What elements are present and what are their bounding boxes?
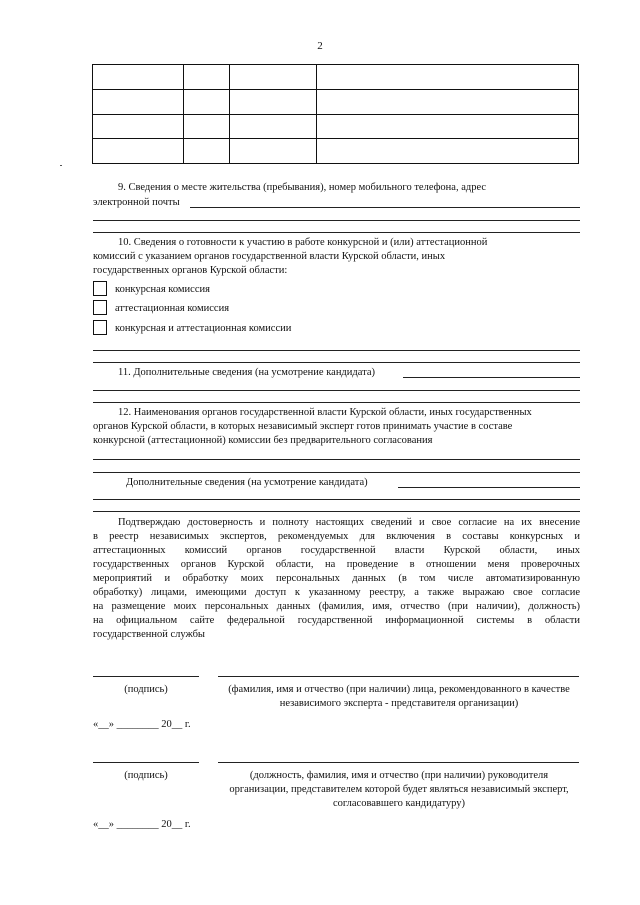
section-12-line-2: органов Курской области, в которых независимый эксперт готов принимать участие в составе <box>93 421 513 432</box>
table-cell[interactable] <box>93 65 184 90</box>
section-10-line-1: 10. Сведения о готовности к участию в работе конкурсной и (или) аттестационной <box>118 237 488 248</box>
name-line[interactable] <box>218 676 579 677</box>
table-cell[interactable] <box>93 89 184 114</box>
position-caption-line-2: организации, представителем которой будет являться независимый эксперт, <box>229 784 569 795</box>
consent-line: на официальном сайте федеральной государственной информационной системы в области <box>93 615 580 626</box>
table-cell[interactable] <box>317 89 579 114</box>
field-residence-line-2[interactable] <box>93 220 580 221</box>
option-label: конкурсная комиссия <box>115 284 210 295</box>
section-9-line-2: электронной почты <box>93 197 180 208</box>
table-cell[interactable] <box>93 114 184 139</box>
option-label: конкурсная и аттестационная комиссии <box>115 323 292 334</box>
table-cell[interactable] <box>317 139 579 164</box>
margin-mark <box>60 165 62 166</box>
position-caption-line-1: (должность, фамилия, имя и отчество (при наличии) руководителя <box>249 770 549 781</box>
consent-line: в реестр независимых экспертов, рекомендуемых для включения в составы конкурсных и <box>93 531 580 542</box>
name-caption-line-1: (фамилия, имя и отчество (при наличии) лица, рекомендованного в качестве <box>228 684 570 695</box>
consent-line: мероприятий и обработку моих персональных данных (в том числе автоматизированную <box>93 573 580 584</box>
table-row <box>93 65 579 90</box>
table-cell[interactable] <box>230 89 317 114</box>
signature-caption: (подпись) <box>124 684 168 695</box>
data-table <box>92 64 579 164</box>
page-number: 2 <box>317 40 323 52</box>
consent-line: обработку) лицами, имеющими доступ к указанному реестру, а также выражаю свое согласие <box>93 587 580 598</box>
section-10-line-3: государственных органов Курской области: <box>93 265 288 276</box>
table-cell[interactable] <box>184 89 230 114</box>
section-12-line-1: 12. Наименования органов государственной власти Курской области, иных государственных <box>118 407 532 418</box>
field-additional-info[interactable] <box>403 377 580 378</box>
consent-line: государственной службы <box>93 629 205 640</box>
field-line[interactable] <box>93 511 580 512</box>
position-caption-line-3: согласовавшего кандидатуру) <box>332 798 466 809</box>
consent-line: на размещение моих персональных данных (фамилия, имя, отчество (при наличии), должность) <box>93 601 580 612</box>
table-cell[interactable] <box>93 139 184 164</box>
checkbox-competition-commission[interactable] <box>93 281 107 296</box>
table-cell[interactable] <box>184 139 230 164</box>
field-line[interactable] <box>93 362 580 363</box>
table-row <box>93 114 579 139</box>
section-10-line-2: комиссий с указанием органов государственной власти Курской области, иных <box>93 251 446 262</box>
section-12-line-3: конкурсной (аттестационной) комиссии без предварительного согласования <box>93 435 433 446</box>
date-field[interactable]: «__» ________ 20__ г. <box>93 819 191 830</box>
section-11-label: 11. Дополнительные сведения (на усмотрение кандидата) <box>118 367 375 378</box>
field-residence-line-3[interactable] <box>93 232 580 233</box>
section-9-line-1: 9. Сведения о месте жительства (пребывания), номер мобильного телефона, адрес <box>118 182 487 193</box>
table-row <box>93 139 579 164</box>
date-field[interactable]: «__» ________ 20__ г. <box>93 719 191 730</box>
position-name-line[interactable] <box>218 762 579 763</box>
consent-line: аттестационных комиссий органов государственной власти Курской области, иных <box>93 545 580 556</box>
consent-line: государственных органов Курской области, на проведение в отношении меня проверочных <box>93 559 580 570</box>
field-line[interactable] <box>93 459 580 460</box>
checkbox-both-commissions[interactable] <box>93 320 107 335</box>
name-caption-line-2: независимого эксперта - представителя организации) <box>279 698 519 709</box>
table-row <box>93 89 579 114</box>
additional-info-label: Дополнительные сведения (на усмотрение кандидата) <box>126 477 368 488</box>
field-line[interactable] <box>93 499 580 500</box>
table-cell[interactable] <box>317 65 579 90</box>
table-cell[interactable] <box>230 114 317 139</box>
field-line[interactable] <box>93 350 580 351</box>
option-label: аттестационная комиссия <box>115 303 230 314</box>
field-additional-info-2[interactable] <box>398 487 580 488</box>
field-residence-line[interactable] <box>190 207 580 208</box>
table-cell[interactable] <box>230 65 317 90</box>
table-cell[interactable] <box>317 114 579 139</box>
consent-line: Подтверждаю достоверность и полноту настоящих сведений и свое согласие на их внесение <box>118 517 580 528</box>
checkbox-attestation-commission[interactable] <box>93 300 107 315</box>
signature-caption: (подпись) <box>124 770 168 781</box>
field-line[interactable] <box>93 472 580 473</box>
table-cell[interactable] <box>184 65 230 90</box>
field-line[interactable] <box>93 390 580 391</box>
table-cell[interactable] <box>184 114 230 139</box>
signature-line[interactable] <box>93 762 199 763</box>
signature-line[interactable] <box>93 676 199 677</box>
table-cell[interactable] <box>230 139 317 164</box>
field-line[interactable] <box>93 402 580 403</box>
